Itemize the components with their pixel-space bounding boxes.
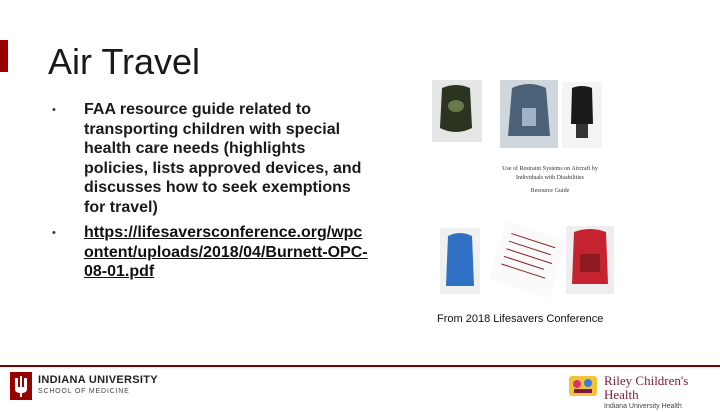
hospital-name: Riley Children's Health xyxy=(604,373,689,402)
title-accent-bar xyxy=(0,40,8,72)
car-seat-photo xyxy=(562,82,602,148)
university-name: INDIANA UNIVERSITY xyxy=(38,374,158,386)
bullet-marker: • xyxy=(52,227,56,239)
doc-subtitle: Resource Guide xyxy=(530,188,570,194)
resource-link[interactable]: https://lifesaversconference.org/wpcontent/uploads/2018/04/Burnett-OPC-08-01.pdf xyxy=(84,224,368,280)
car-seat-photo xyxy=(432,80,482,142)
riley-wordmark xyxy=(604,374,720,412)
hospital-subtitle: Indiana University Health xyxy=(604,403,682,410)
bullet-item xyxy=(52,100,372,217)
bullet-item xyxy=(52,223,372,282)
resource-guide-cover xyxy=(500,165,600,196)
iu-wordmark xyxy=(38,374,158,397)
footer-rule xyxy=(0,365,720,367)
car-seat-photo xyxy=(500,80,558,148)
image-caption: From 2018 Lifesavers Conference xyxy=(437,313,604,325)
iu-trident-logo xyxy=(10,372,32,400)
car-seat-photo xyxy=(440,228,480,294)
car-seat-photo xyxy=(566,226,614,294)
doc-title-line: Individuals with Disabilities xyxy=(516,175,584,181)
bullet-text: FAA resource guide related to transporting children with special health care needs (highlights policies, lists approved devices, and discusses how to seek exemptions for travel) xyxy=(84,101,362,216)
note-photo xyxy=(488,222,567,298)
riley-logo xyxy=(568,372,598,398)
bullet-marker: • xyxy=(52,104,56,116)
bullet-list xyxy=(52,100,372,288)
doc-title-line: Use of Restraint Systems on Aircraft by xyxy=(502,166,598,172)
school-name: SCHOOL OF MEDICINE xyxy=(38,388,130,395)
slide-title: Air Travel xyxy=(48,41,201,82)
